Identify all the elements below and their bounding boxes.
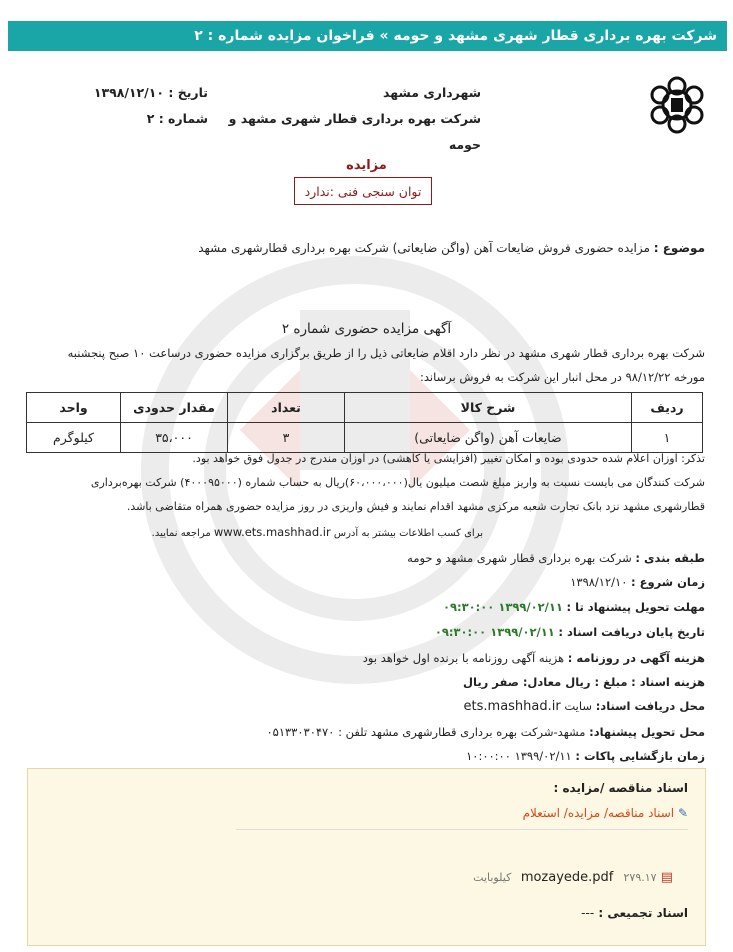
category-line — [407, 551, 705, 565]
note-4 — [152, 525, 483, 539]
subject-label: موضوع : — [653, 241, 705, 255]
note-4-post: مراجعه نمایید. — [151, 528, 211, 539]
edit-icon: ✎ — [677, 806, 688, 820]
start-line — [570, 575, 705, 589]
doc-end-label: تاریخ پایان دریافت اسناد : — [558, 625, 705, 639]
tech-evaluation-box: توان سنجی فنی :ندارد — [294, 177, 432, 205]
doc-cost-label: هزینه اسناد : — [631, 675, 705, 689]
org-line-1: شهرداری مشهد — [383, 85, 481, 100]
doc-cost-value: مبلغ : ریال معادل: صفر ریال — [463, 675, 628, 689]
note-3: قطارشهری مشهد نزد بانک تجارت شعبه مرکزی مشهد اقدام نمایند و فیش واریزی در روز مزایده حضوری همراه متقاضی باشد. — [126, 500, 705, 513]
ad-cost-line — [363, 651, 705, 665]
start-value: ۱۳۹۸/۱۲/۱۰ — [570, 575, 628, 589]
place-label: محل دریافت اسناد: — [595, 699, 705, 713]
doc-cost-line — [463, 675, 705, 689]
file-name[interactable]: mozayede.pdf — [520, 870, 614, 885]
header-item: شرح کالا — [345, 393, 632, 423]
items-table — [26, 392, 703, 453]
subject-text: مزایده حضوری فروش ضایعات آهن (واگن ضایعاتی) شرکت بهره برداری قطارشهری مشهد — [198, 241, 650, 255]
doc-number: شماره : ۲ — [146, 111, 208, 126]
cell-unit: کیلوگرم — [27, 423, 121, 453]
deadline-label: مهلت تحویل پیشنهاد تا : — [566, 600, 705, 614]
ad-cost-label: هزینه آگهی در روزنامه : — [567, 651, 705, 665]
category-value: شرکت بهره برداری قطار شهری مشهد و حومه — [407, 551, 632, 565]
deadline-line — [443, 600, 705, 614]
place-value: سایت — [564, 699, 593, 713]
page-title: شرکت بهره برداری قطار شهری مشهد و حومه » فراخوان مزایده شماره : ۲ — [194, 28, 717, 44]
file-size: ۲۷۹.۱۷ کیلوبایت — [473, 871, 657, 884]
header-count: تعداد — [228, 393, 345, 423]
org-line-2: شرکت بهره برداری قطار شهری مشهد و حومه — [228, 111, 481, 152]
cell-row-number: ۱ — [632, 423, 703, 453]
note-2: شرکت کنندگان می بایست نسبت به واریز مبلغ شصت میلیون یال(۶۰،۰۰۰،۰۰۰)ریال به حساب شماره (۴۰۰۰۹۵۰۰۰) شرکت بهره‌برداری — [90, 476, 705, 489]
organization-block — [221, 80, 481, 158]
subject-line — [198, 241, 705, 255]
header-row-number: ردیف — [632, 393, 703, 423]
opening-value: ۱۳۹۹/۰۲/۱۱ ۱۰:۰۰:۰۰ — [466, 749, 572, 763]
cell-amount: ۳۵،۰۰۰ — [121, 423, 228, 453]
header-unit: واحد — [27, 393, 121, 423]
meta-block — [28, 80, 208, 132]
mashhad-municipality-logo-icon — [646, 74, 708, 136]
notice-paragraph-2: مورخه ۹۸/۱۲/۲۲ در محل انبار این شرکت به فروش برساند: — [419, 370, 705, 384]
opening-label: زمان بازگشایی پاکات : — [575, 749, 705, 763]
category-label: طبقه بندی : — [635, 551, 705, 565]
cumulative-label: اسناد تجمیعی : — [598, 906, 688, 920]
docs-link[interactable]: اسناد مناقصه/ مزایده/ استعلام — [522, 806, 675, 820]
cell-count: ۳ — [228, 423, 345, 453]
divider — [236, 829, 688, 830]
pdf-icon: ▤ — [660, 870, 673, 885]
opening-line — [466, 749, 705, 763]
table-row — [27, 423, 703, 453]
cell-item: ضایعات آهن (واگن ضایعاتی) — [345, 423, 632, 453]
place-link[interactable]: ets.mashhad.ir — [463, 699, 561, 714]
notice-title: آگهی مزایده حضوری شماره ۲ — [281, 321, 452, 337]
place-line — [464, 699, 705, 714]
doc-end-value: ۱۳۹۹/۰۲/۱۱ ۰۹:۳۰:۰۰ — [434, 625, 555, 639]
info-link[interactable]: www.ets.mashhad.ir — [213, 525, 331, 539]
docs-link-row[interactable] — [523, 806, 688, 820]
notice-paragraph-1: شرکت بهره برداری قطار شهری مشهد در نظر دارد اقلام ضایعاتی ذیل را از طریق برگزاری مزایده حضوری درساعت ۱۰ صبح پنجشنبه — [67, 346, 705, 360]
ad-cost-value: هزینه آگهی روزنامه با برنده اول خواهد بود — [362, 651, 565, 665]
page-header-bar — [8, 21, 727, 51]
cumulative-row — [581, 906, 688, 920]
file-row[interactable] — [473, 870, 673, 885]
docs-section-label: اسناد مناقصه /مزایده : — [553, 781, 688, 795]
note-4-pre: برای کسب اطلاعات بیشتر به آدرس — [333, 528, 483, 539]
note-1: تذکر: اوزان اعلام شده حدودی بوده و امکان تغییر (افزایشی یا کاهشی) در اوزان مندرج در جدول فوق خواهد بود. — [192, 452, 705, 465]
date: تاریخ : ۱۳۹۸/۱۲/۱۰ — [93, 85, 208, 100]
delivery-value: مشهد-شرکت بهره برداری قطارشهری مشهد تلفن : ۰۵۱۳۳۰۳۰۴۷۰ — [266, 725, 586, 739]
doc-end-line — [435, 625, 705, 639]
delivery-label: محل تحویل پیشنهاد: — [589, 725, 705, 739]
auction-label: مزایده — [346, 158, 387, 173]
start-label: زمان شروع : — [631, 575, 705, 589]
watermark-emblem-icon — [120, 250, 590, 690]
deadline-value: ۱۳۹۹/۰۲/۱۱ ۰۹:۳۰:۰۰ — [443, 600, 563, 614]
table-header-row — [27, 393, 703, 423]
delivery-line — [266, 725, 705, 739]
header-amount: مقدار حدودی — [121, 393, 228, 423]
cumulative-value: --- — [581, 906, 595, 920]
